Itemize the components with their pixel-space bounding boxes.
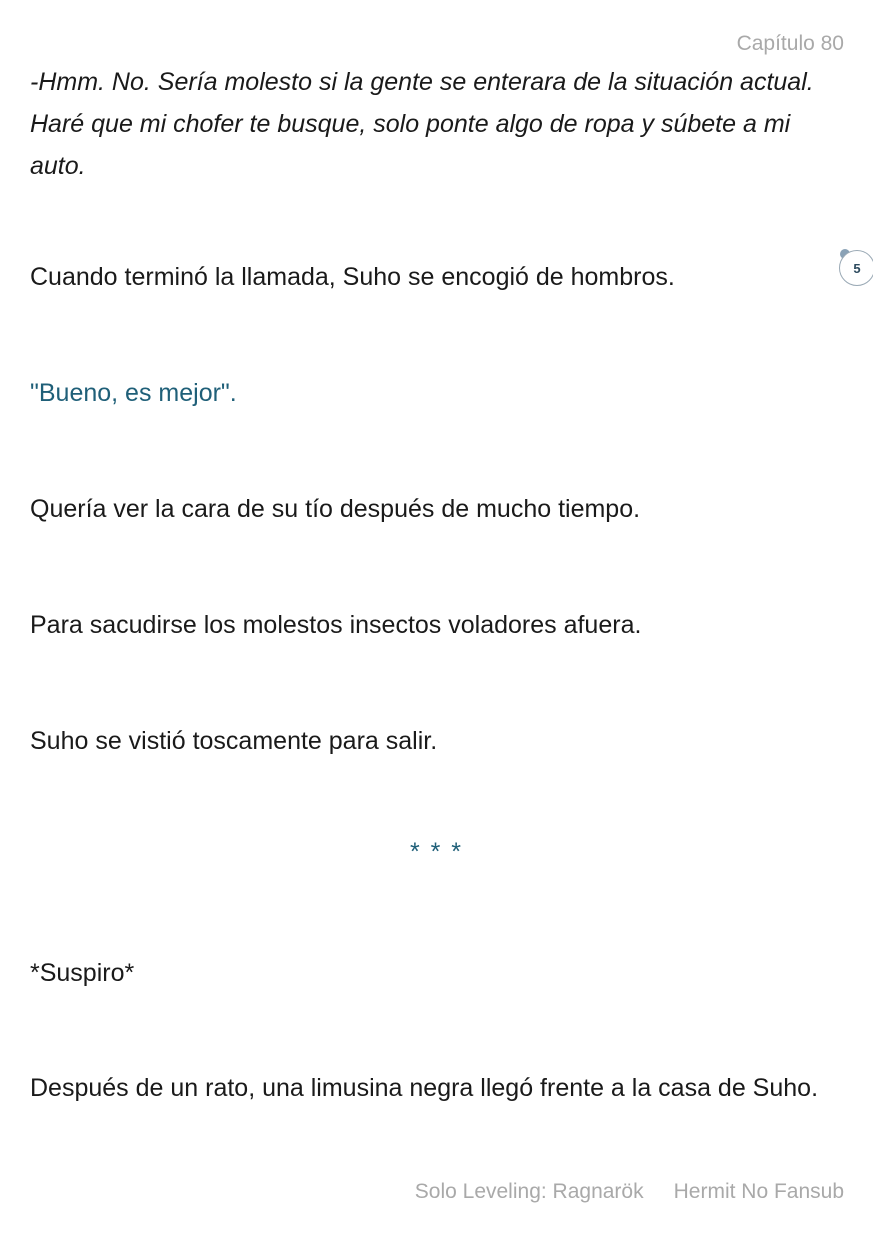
footer-translator: Hermit No Fansub bbox=[673, 1180, 844, 1203]
scene-separator: * * * bbox=[409, 838, 464, 866]
page-number-badge[interactable]: 5 bbox=[839, 250, 873, 286]
paragraph-6: Suho se vistió toscamente para salir. bbox=[30, 727, 438, 755]
paragraph-8: Después de un rato, una limusina negra llegó frente a la casa de Suho. bbox=[30, 1074, 819, 1102]
footer-book-title: Solo Leveling: Ragnarök bbox=[414, 1180, 644, 1203]
paragraph-2: Cuando terminó la llamada, Suho se encogió de hombros. bbox=[30, 263, 675, 291]
paragraph-7: *Suspiro* bbox=[30, 959, 135, 987]
page-footer bbox=[415, 1180, 844, 1204]
dialogue-paragraph-1: -Hmm. No. Sería molesto si la gente se enterara de la situación actual. Haré que mi chofer te busque, solo ponte algo de ropa y súbete a mi auto. bbox=[30, 68, 814, 180]
chapter-header: Capítulo 80 bbox=[736, 32, 844, 55]
dialogue-paragraph-3: "Bueno, es mejor". bbox=[30, 379, 237, 407]
paragraph-5: Para sacudirse los molestos insectos voladores afuera. bbox=[30, 611, 642, 639]
paragraph-4: Quería ver la cara de su tío después de mucho tiempo. bbox=[30, 495, 641, 523]
